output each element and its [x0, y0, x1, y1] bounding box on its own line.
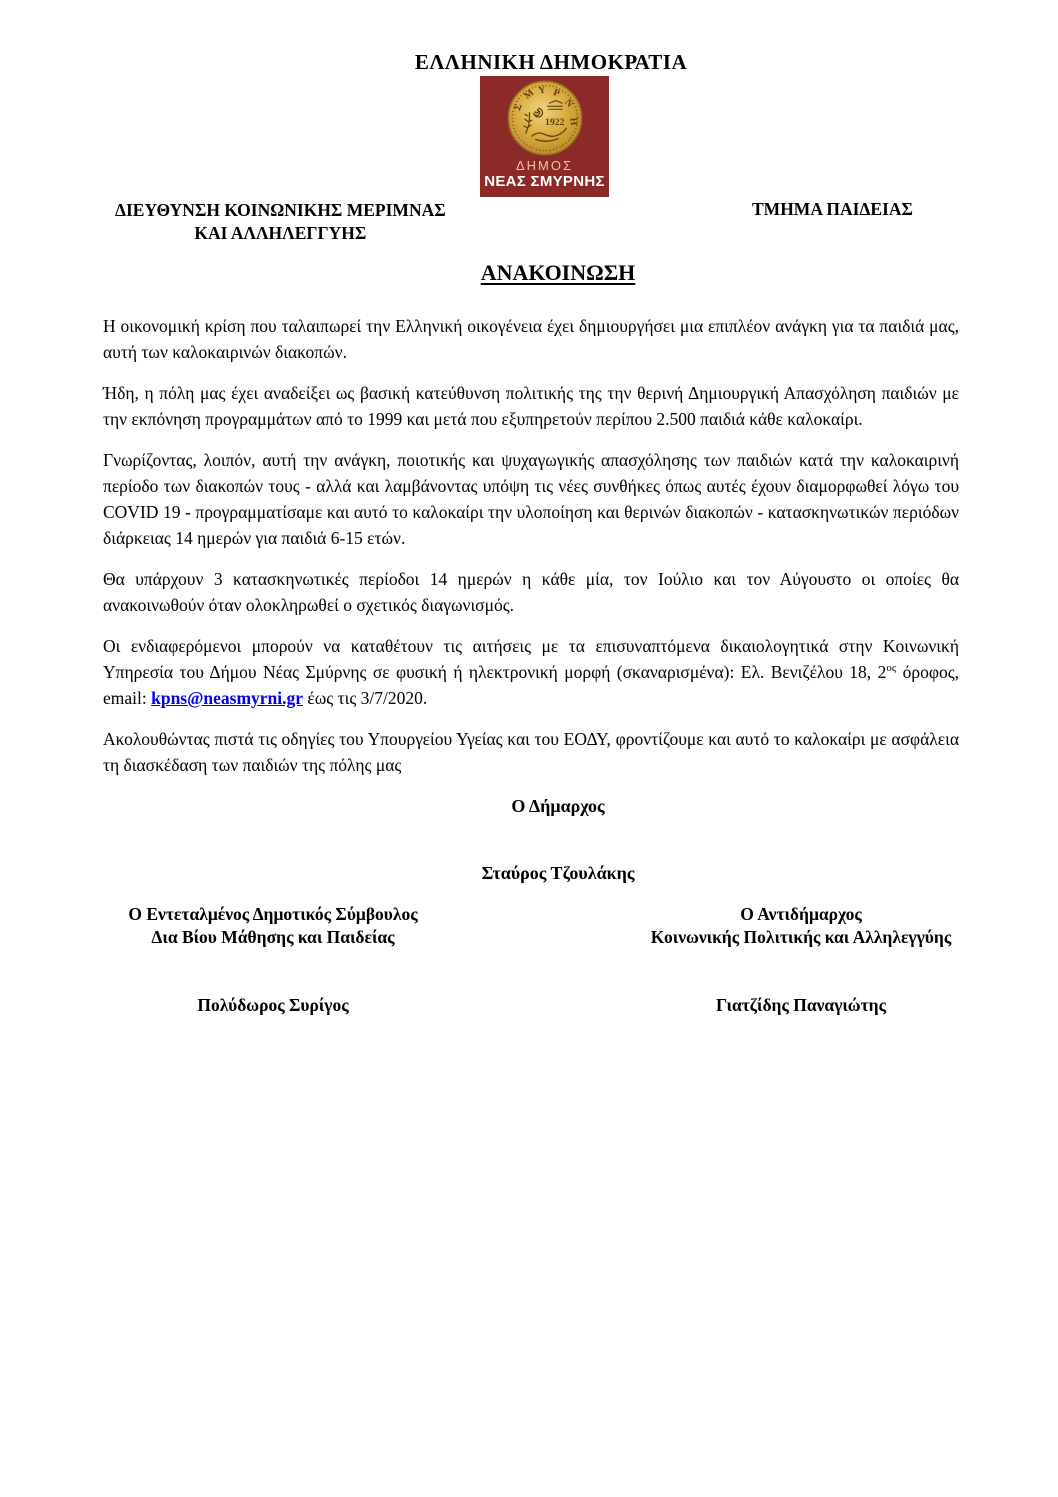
applications-text-after: έως τις 3/7/2020.	[303, 688, 428, 708]
department-left-line1: ΔΙΕΥΘΥΝΣΗ ΚΟΙΝΩΝΙΚΗΣ ΜΕΡΙΜΝΑΣ	[115, 200, 446, 220]
seal-letter: Υ	[537, 84, 547, 97]
official-right-title-line2: Κοινωνικής Πολιτικής και Αλληλεγγύης	[650, 927, 952, 947]
paragraph-history: Ήδη, η πόλη μας έχει αναδείξει ως βασική κατεύθυνση πολιτικής της την θερινή Δημιουργική Απασχόληση παιδιών με την εκπόνηση προγραμμάτων από το 1999 και μετά που εξυπηρετούν περίπου 2.500 παιδιά κάθε καλοκαίρι.	[103, 383, 959, 429]
seal-letter: Ν	[561, 97, 575, 110]
paragraph-periods: Θα υπάρχουν 3 κατασκηνωτικές περίοδοι 14 ημερών η κάθε μία, τον Ιούλιο και τον Αύγουστο οι οποίες θα ανακοινωθούν όταν ολοκληρωθεί ο σχετικός διαγωνισμός.	[103, 569, 959, 615]
mayor-name: Σταύρος Τζουλάκης	[481, 863, 635, 883]
paragraph-crisis: Η οικονομική κρίση που ταλαιπωρεί την Ελληνική οικογένεια έχει δημιουργήσει μια επιπλέον ανάγκη για τα παιδιά μας, αυτή των καλοκαιρινών διακοπών.	[103, 316, 959, 362]
official-right-name: Γιατζίδης Παναγιώτης	[716, 995, 886, 1015]
paragraph-applications	[103, 633, 959, 711]
officials-signature-row	[103, 903, 959, 1033]
official-left-name: Πολύδωρος Συρίγος	[197, 995, 349, 1015]
official-right-title-line1: Ο Αντιδήμαρχος	[740, 904, 862, 924]
official-left-title-line2: Δια Βίου Μάθησης και Παιδείας	[151, 927, 395, 947]
municipality-logo	[480, 76, 609, 197]
document-body	[103, 260, 959, 1033]
applications-text-middle: όροφος, email:	[103, 662, 959, 708]
seal-letter: Σ	[511, 102, 525, 113]
logo-municipality-name: ΝΕΑΣ ΣΜΥΡΝΗΣ	[484, 173, 605, 190]
paragraph-safety: Ακολουθώντας πιστά τις οδηγίες του Υπουργείου Υγείας και του ΕΟΔΥ, φροντίζουμε και αυτό το καλοκαίρι με ασφάλεια τη διασκέδαση των παιδιών της πόλης μας	[103, 729, 959, 775]
department-left	[115, 199, 446, 245]
applications-text-before: Οι ενδιαφερόμενοι μπορούν να καταθέτουν τις αιτήσεις με τα επισυναπτόμενα δικαιολογητικά στην Κοινωνική Υπηρεσία του Δήμου Νέας Σμύρνης σε φυσική ή ηλεκτρονική μορφή (σκαναρισμένα): Ελ. Βενιζέλου 18, 2	[103, 636, 959, 682]
page-title: ΑΝΑΚΟΙΝΩΣΗ	[480, 260, 636, 285]
official-left-title-line1: Ο Εντεταλμένος Δημοτικός Σύμβουλος	[128, 904, 418, 924]
official-right-block	[631, 903, 971, 1017]
department-left-line2: ΚΑΙ ΑΛΛΗΛΕΓΓΥΗΣ	[194, 223, 367, 243]
seal-letter: Η	[566, 117, 579, 126]
seal-letter: Ρ	[551, 87, 561, 100]
department-right: ΤΜΗΜΑ ΠΑΙΔΕΙΑΣ	[752, 199, 913, 219]
logo-municipality-word: ΔΗΜΟΣ	[515, 158, 574, 173]
official-left-block	[111, 903, 435, 1017]
paragraph-covid-planning: Γνωρίζοντας, λοιπόν, αυτή την ανάγκη, ποιοτικής και ψυχαγωγικής απασχόλησης των παιδιών κατά την καλοκαιρινή περίοδο των διακοπών τους - αλλά και λαμβάνοντας υπόψη τις νέες συνθήκες όπως αυτές έχουν διαμορφωθεί λόγω του COVID 19 - προγραμματίσαμε και αυτό το καλοκαίρι την υλοποίηση και θερινών διακοπών - κατασκηνωτικών περιόδων διάρκειας 14 ημερών για παιδιά 6-15 ετών.	[103, 450, 959, 548]
mayor-title: Ο Δήμαρχος	[511, 796, 605, 816]
email-link[interactable]: kpns@neasmyrni.gr	[151, 688, 304, 708]
seal-letter: Μ	[521, 87, 536, 102]
republic-header: ΕΛΛΗΝΙΚΗ ΔΗΜΟΚΡΑΤΙΑ	[414, 50, 688, 74]
seal-year: 1922	[544, 116, 564, 128]
ordinal-superscript: ος	[886, 662, 897, 675]
smyrni-coin-seal-icon	[506, 79, 584, 157]
